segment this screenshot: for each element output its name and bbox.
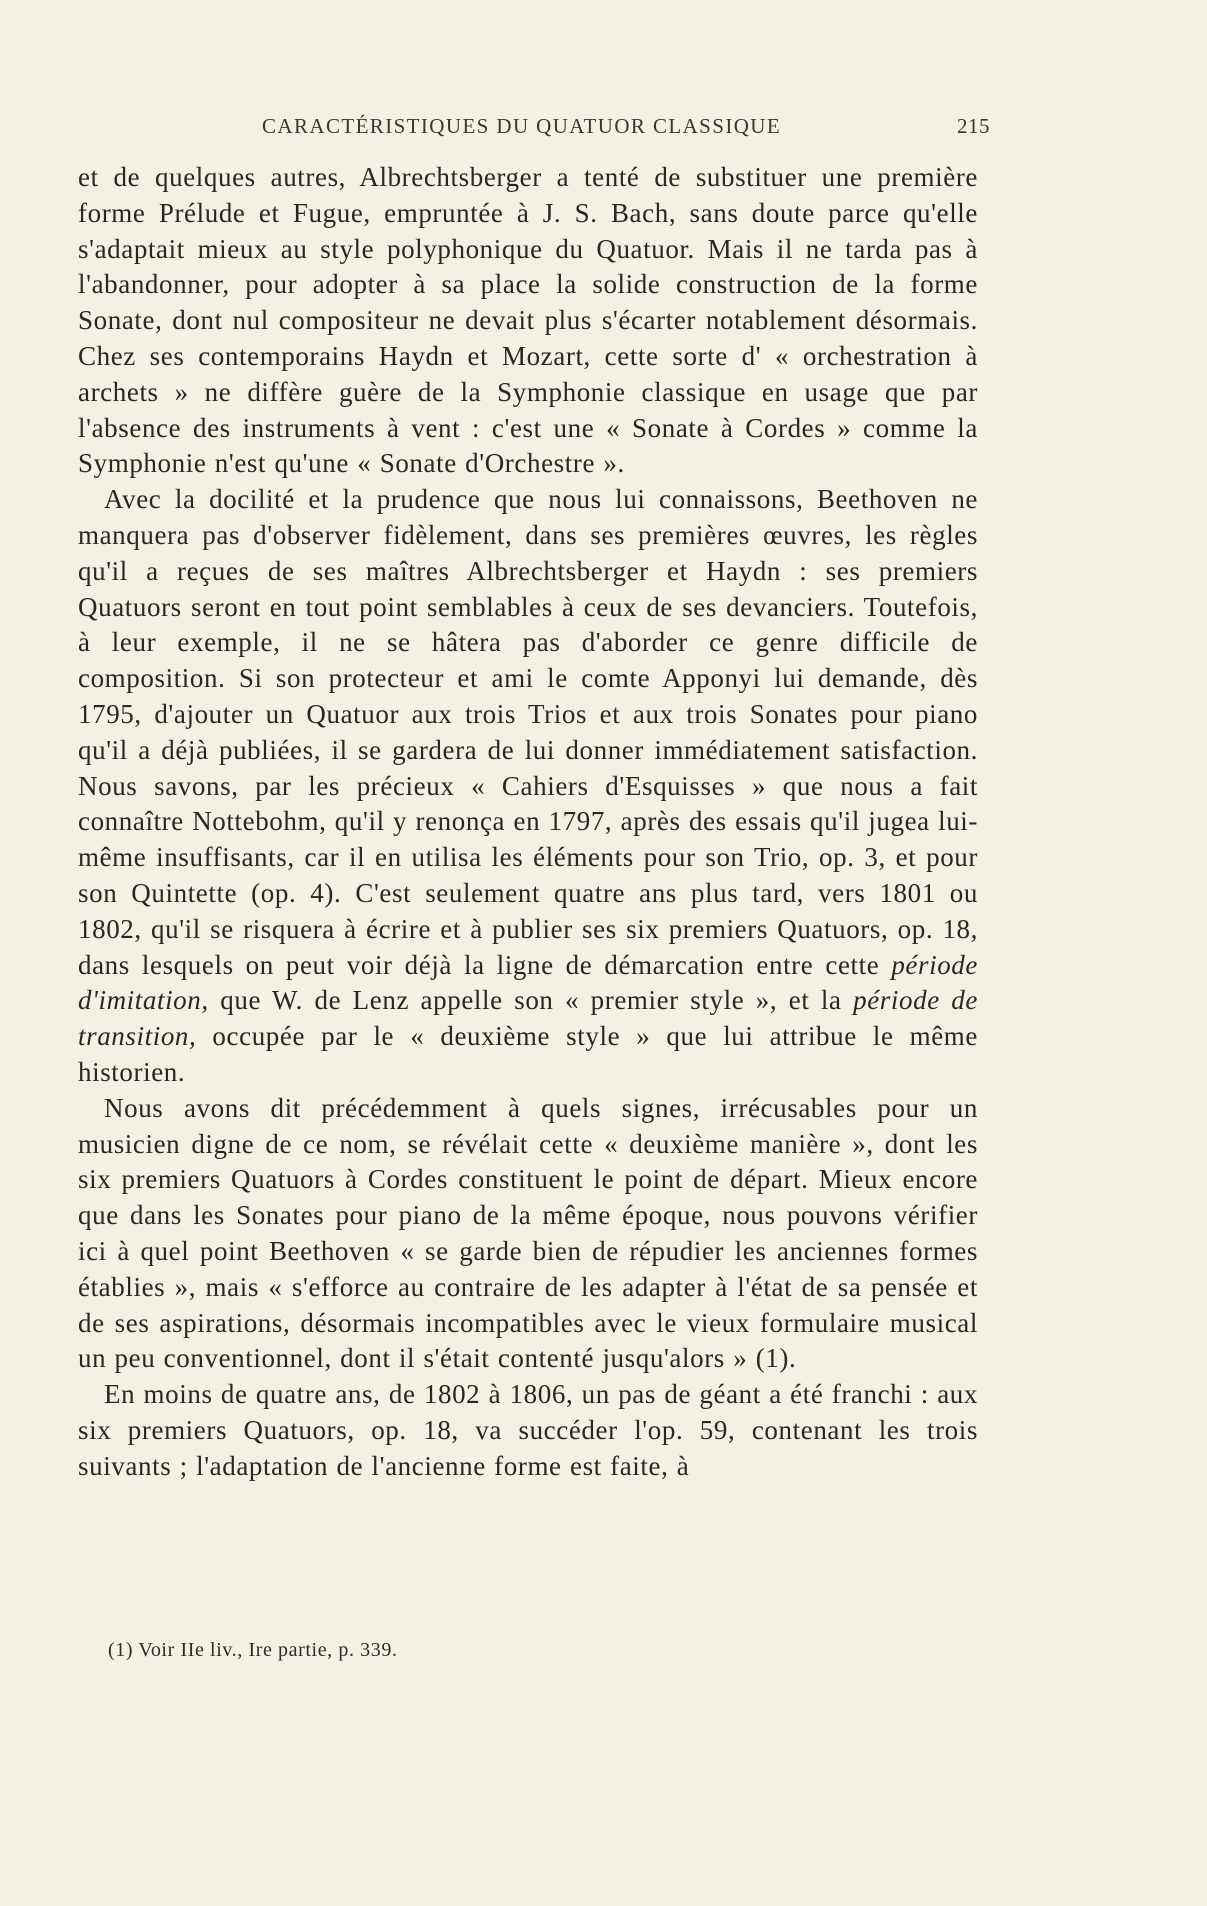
italic-text: période de transition, bbox=[78, 985, 978, 1052]
running-head-title: CARACTÉRISTIQUES DU QUATUOR CLASSIQUE bbox=[262, 114, 782, 138]
italic-text: période d'imitation, bbox=[78, 949, 978, 1016]
page-number: 215 bbox=[957, 114, 990, 138]
paragraph bbox=[78, 482, 978, 1091]
paragraph bbox=[78, 1377, 978, 1484]
running-head bbox=[78, 114, 990, 144]
paragraph bbox=[78, 160, 978, 482]
paragraph-text: et de quelques autres, Albrechtsberger a tenté de substituer une première forme Prélude et Fugue, empruntée à J. S. Bach, sans doute parce qu'elle s'adaptait mieux au style polyphonique du Quatuor. Mais il ne tarda pas à l'abandonner, pour adopter à sa place la solide construction de la forme Sonate, dont nul compositeur ne devait plus s'écarter notablement désormais. Chez ses contemporains Haydn et Mozart, cette sorte d' « orchestration à archets » ne diffère guère de la Symphonie classique en usage que par l'absence des instruments à vent : c'est une « Sonate à Cordes » comme la Symphonie n'est qu'une « Sonate d'Orchestre ». bbox=[78, 162, 978, 479]
paragraph bbox=[78, 1091, 978, 1377]
paragraph-text: Nous avons dit précédemment à quels signes, irrécusables pour un musicien digne de ce nom, se révélait cette « deuxième manière », dont les six premiers Quatuors à Cordes constituent le point de départ. Mieux encore que dans les Sonates pour piano de la même époque, nous pouvons vérifier ici à quel point Beethoven « se garde bien de répudier les anciennes formes établies », mais « s'efforce au contraire de les adapter à l'état de sa pensée et de ses aspirations, désormais incompatibles avec le vieux formulaire musical un peu conventionnel, dont il s'était contenté jusqu'alors » (1). bbox=[78, 1092, 978, 1374]
paragraph-text: En moins de quatre ans, de 1802 à 1806, un pas de géant a été franchi : aux six premiers Quatuors, op. 18, va succéder l'op. 59, contenant les trois suivants ; l'adaptation de l'ancienne forme est faite, à bbox=[78, 1379, 978, 1481]
body-text bbox=[78, 160, 978, 1484]
paragraph-text: que W. de Lenz appelle son « premier style », et la bbox=[208, 985, 854, 1016]
footnote: (1) Voir IIe liv., Ire partie, p. 339. bbox=[108, 1639, 398, 1661]
paragraph-text: Avec la docilité et la prudence que nous lui connaissons, Beethoven ne manquera pas d'observer fidèlement, dans ses premières œuvres, les règles qu'il a reçues de ses maîtres Albrechtsberger et Haydn : ses premiers Quatuors seront en tout point semblables à ceux de ses devanciers. Toutefois, à leur exemple, il ne se hâtera pas d'aborder ce genre difficile de composition. Si son protecteur et ami le comte Apponyi lui demande, dès 1795, d'ajouter un Quatuor aux trois Trios et aux trois Sonates pour piano qu'il a déjà publiées, il se gardera de lui donner immédiatement satisfaction. Nous savons, par les précieux « Cahiers d'Esquisses » que nous a fait connaître Nottebohm, qu'il y renonça en 1797, après des essais qu'il jugea lui-même insuffisants, car il en utilisa les éléments pour son Trio, op. 3, et pour son Quintette (op. 4). C'est seulement quatre ans plus tard, vers 1801 ou 1802, qu'il se risquera à écrire et à publier ses six premiers Quatuors, op. 18, dans lesquels on peut voir déjà la ligne de démarcation entre cette bbox=[78, 484, 978, 980]
paragraph-text: occupée par le « deuxième style » que lui attribue le même historien. bbox=[78, 1021, 978, 1087]
